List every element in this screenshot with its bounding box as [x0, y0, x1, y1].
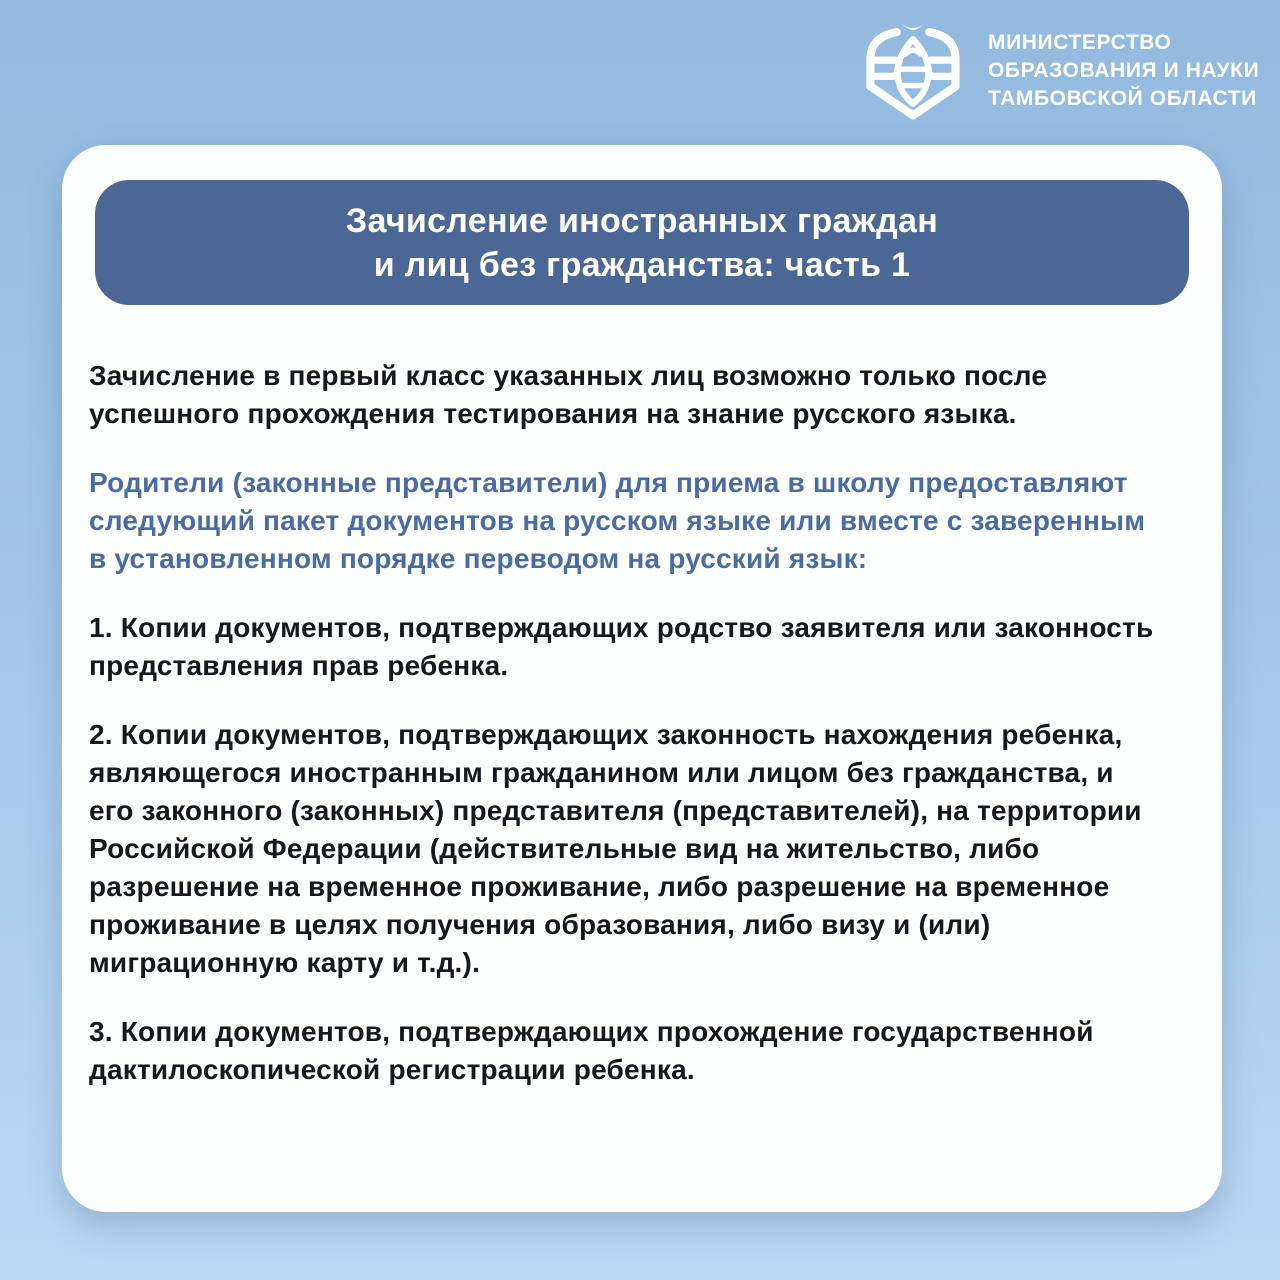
ministry-brand [858, 14, 1259, 128]
ministry-name-line-3: ТАМБОВСКОЙ ОБЛАСТИ [988, 87, 1257, 110]
list-item-2: 2. Копии документов, подтверждающих законность нахождения ребенка, являющегося иностранным гражданином или лицом без гражданства, и его законного (законных) представителя (представителей), на территории Российской Федерации (действительные вид на жительство, либо разрешение на временное проживание, либо разрешение на временное проживание в целях получения образования, либо визу и (или) миграционную карту и т.д.). [89, 719, 1142, 978]
info-card [62, 145, 1222, 1212]
title-banner [95, 180, 1189, 305]
ministry-name [988, 29, 1259, 113]
title-line-1: Зачисление иностранных граждан [345, 201, 939, 240]
list-item-1: 1. Копии документов, подтверждающих родство заявителя или законность представления прав ребенка. [89, 612, 1154, 681]
ministry-name-line-1: МИНИСТЕРСТВО [988, 31, 1172, 54]
card-content [62, 305, 1222, 1089]
highlight-paragraph: Родители (законные представители) для приема в школу предоставляют следующий пакет документов на русском языке или вместе с заверенным в установленном порядке переводом на русский язык: [89, 467, 1146, 574]
intro-paragraph: Зачисление в первый класс указанных лиц возможно только после успешного прохождения тестирования на знание русского языка. [89, 360, 1048, 429]
title-line-2: и лиц без гражданства: часть 1 [373, 245, 911, 284]
list-item-3: 3. Копии документов, подтверждающих прохождение государственной дактилоскопической регистрации ребенка. [89, 1016, 1094, 1085]
owl-book-logo-icon [858, 14, 968, 128]
ministry-name-line-2: ОБРАЗОВАНИЯ И НАУКИ [988, 59, 1260, 82]
